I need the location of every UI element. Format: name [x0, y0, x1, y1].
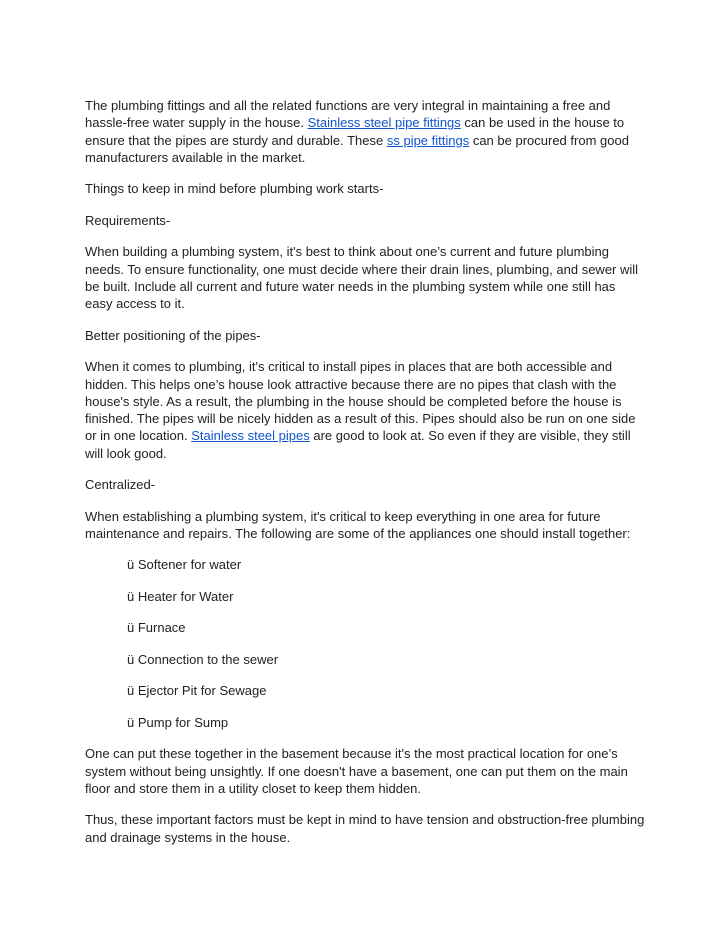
list-item: ü Ejector Pit for Sewage — [127, 683, 267, 699]
conclusion-paragraph: Thus, these important factors must be kept in mind to have tension and obstruction-free plumbing and drainage systems in the house. — [85, 812, 645, 845]
list-item: ü Pump for Sump — [127, 714, 229, 730]
requirements-heading: Requirements- — [85, 212, 171, 228]
document-page — [85, 97, 645, 860]
stainless-steel-pipes-link[interactable]: Stainless steel pipes — [191, 428, 310, 444]
intro-text-1: The plumbing fittings and all the related functions are very integral in maintaining a free and hassle-free water supply in the house. — [85, 98, 611, 131]
list-item: ü Furnace — [127, 620, 186, 636]
list-item: ü Softener for water — [127, 557, 242, 573]
requirements-paragraph: When building a plumbing system, it's best to think about one’s current and future plumbing needs. To ensure functionality, one must decide where their drain lines, plumbing, and sewer will be built. Include all current and future water needs in the plumbing system while one still has easy access to it. — [85, 244, 639, 312]
ss-pipe-fittings-link[interactable]: ss pipe fittings — [386, 132, 470, 148]
positioning-paragraph — [85, 358, 645, 462]
positioning-text-2: are good to look at. So even if they are visible, they still will look good. — [85, 428, 631, 461]
appliance-list — [85, 556, 645, 731]
intro-paragraph — [85, 97, 645, 166]
basement-paragraph: One can put these together in the basement because it's the most practical location for one’s system without being unsightly. If one doesn't have a basement, one can put them on the main floor and store them in a utility closet to keep them hidden. — [85, 746, 628, 796]
centralized-paragraph: When establishing a plumbing system, it's critical to keep everything in one area for future maintenance and repairs. The following are some of the appliances one should install together: — [85, 508, 631, 541]
centralized-heading: Centralized- — [85, 477, 156, 493]
things-to-keep-in-mind-heading: Things to keep in mind before plumbing work starts- — [85, 181, 384, 197]
list-item: ü Connection to the sewer — [127, 651, 279, 667]
list-item: ü Heater for Water — [127, 588, 234, 604]
intro-text-2: can be used in the house to ensure that the pipes are sturdy and durable. These — [85, 115, 625, 148]
positioning-text-1: When it comes to plumbing, it's critical to install pipes in places that are both accessible and hidden. This helps one’s house look attractive because there are no pipes that clash with the house's style. As a result, the plumbing in the house should be completed before the house is finished. The pipes will be nicely hidden as a result of this. Pipes should also be run on one side or in one location. — [85, 359, 636, 444]
positioning-heading: Better positioning of the pipes- — [85, 327, 261, 343]
intro-text-3: can be procured from good manufacturers available in the market. — [85, 132, 629, 165]
stainless-steel-pipe-fittings-link[interactable]: Stainless steel pipe fittings — [307, 115, 461, 131]
